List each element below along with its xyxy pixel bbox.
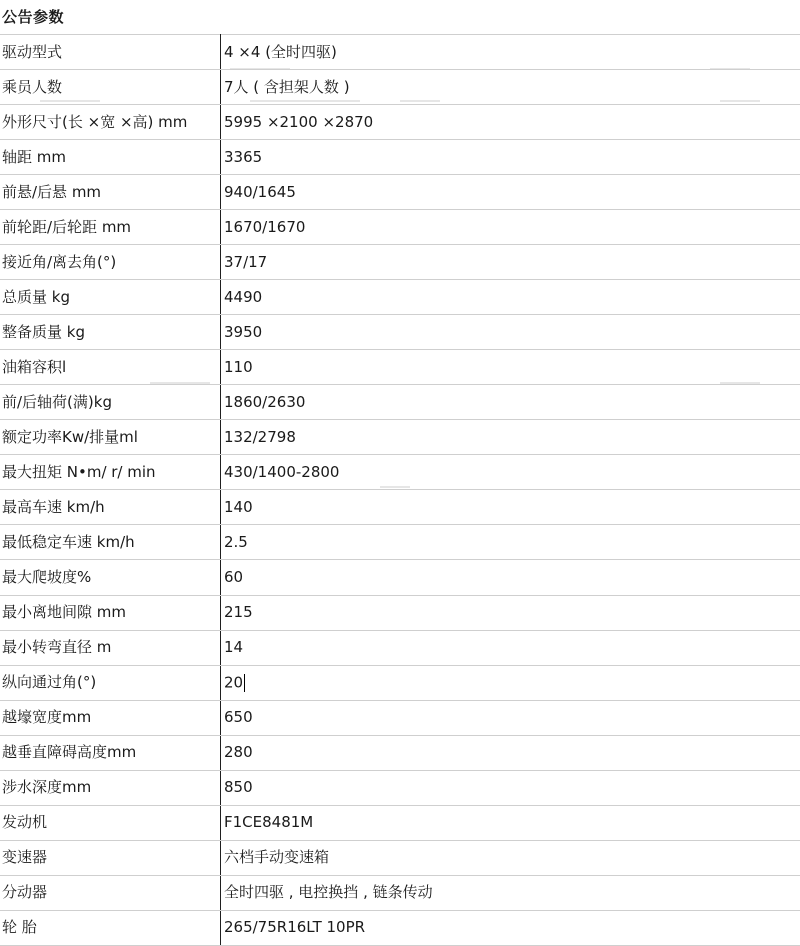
spec-value[interactable]: 132/2798: [221, 420, 800, 455]
spec-row: [0, 35, 800, 70]
spec-value[interactable]: 430/1400-2800: [221, 455, 800, 490]
spec-value[interactable]: 140: [221, 490, 800, 525]
spec-row: [0, 420, 800, 455]
spec-name: 轴距 mm: [0, 140, 221, 175]
spec-value[interactable]: 60: [221, 560, 800, 595]
spec-value[interactable]: 3950: [221, 315, 800, 350]
spec-row: [0, 805, 800, 840]
spec-name: 轮 胎: [0, 910, 221, 945]
spec-value[interactable]: F1CE8481M: [221, 805, 800, 840]
spec-value[interactable]: 14: [221, 630, 800, 665]
page-title: 公告参数: [2, 6, 64, 27]
spec-value[interactable]: 940/1645: [221, 175, 800, 210]
spec-name: 最小转弯直径 m: [0, 630, 221, 665]
spec-name: 前悬/后悬 mm: [0, 175, 221, 210]
spec-name: 越垂直障碍高度mm: [0, 735, 221, 770]
spec-row: [0, 630, 800, 665]
spec-name: 涉水深度mm: [0, 770, 221, 805]
spec-name: 整备质量 kg: [0, 315, 221, 350]
spec-name: 总质量 kg: [0, 280, 221, 315]
spec-value[interactable]: 3365: [221, 140, 800, 175]
spec-row: [0, 70, 800, 105]
spec-value[interactable]: 215: [221, 595, 800, 630]
spec-row: [0, 175, 800, 210]
spec-row: [0, 735, 800, 770]
spec-value[interactable]: 5995 ×2100 ×2870: [221, 105, 800, 140]
spec-row: [0, 245, 800, 280]
spec-value[interactable]: 4 ×4 (全时四驱): [221, 35, 800, 70]
spec-value[interactable]: 2.5: [221, 525, 800, 560]
spec-row: [0, 280, 800, 315]
spec-value[interactable]: 六档手动变速箱: [221, 840, 800, 875]
spec-name: 发动机: [0, 805, 221, 840]
spec-name: 最低稳定车速 km/h: [0, 525, 221, 560]
spec-value[interactable]: 7人 ( 含担架人数 ): [221, 70, 800, 105]
spec-value[interactable]: 650: [221, 700, 800, 735]
spec-name: 接近角/离去角(°): [0, 245, 221, 280]
spec-row: [0, 490, 800, 525]
spec-name: 额定功率Kw/排量ml: [0, 420, 221, 455]
spec-table: [0, 34, 800, 946]
spec-row: [0, 385, 800, 420]
spec-value[interactable]: 280: [221, 735, 800, 770]
spec-name: 最小离地间隙 mm: [0, 595, 221, 630]
spec-value[interactable]: 850: [221, 770, 800, 805]
spec-name: 油箱容积l: [0, 350, 221, 385]
spec-value[interactable]: 1670/1670: [221, 210, 800, 245]
spec-name: 前/后轴荷(满)kg: [0, 385, 221, 420]
spec-row: [0, 770, 800, 805]
spec-row: [0, 105, 800, 140]
spec-name: 乘员人数: [0, 70, 221, 105]
spec-row: [0, 910, 800, 945]
spec-value[interactable]: 265/75R16LT 10PR: [221, 910, 800, 945]
spec-name: 最大爬坡度%: [0, 560, 221, 595]
spec-row: [0, 140, 800, 175]
spec-row: [0, 875, 800, 910]
spec-value[interactable]: 37/17: [221, 245, 800, 280]
spec-row: [0, 210, 800, 245]
spec-name: 越壕宽度mm: [0, 700, 221, 735]
spec-row: [0, 700, 800, 735]
spec-name: 最大扭矩 N•m/ r/ min: [0, 455, 221, 490]
spec-name: 前轮距/后轮距 mm: [0, 210, 221, 245]
spec-row: [0, 455, 800, 490]
spec-name: 变速器: [0, 840, 221, 875]
spec-name: 外形尺寸(长 ×宽 ×高) mm: [0, 105, 221, 140]
spec-row: [0, 840, 800, 875]
spec-row: [0, 595, 800, 630]
spec-value[interactable]: 110: [221, 350, 800, 385]
spec-row: [0, 665, 800, 700]
spec-name: 分动器: [0, 875, 221, 910]
spec-name: 纵向通过角(°): [0, 665, 221, 700]
text-cursor: [244, 674, 245, 692]
spec-row: [0, 350, 800, 385]
spec-value[interactable]: 全时四驱 , 电控换挡 , 链条传动: [221, 875, 800, 910]
spec-row: [0, 315, 800, 350]
spec-name: 驱动型式: [0, 35, 221, 70]
spec-value[interactable]: 1860/2630: [221, 385, 800, 420]
spec-table-body: [0, 35, 800, 946]
spec-name: 最高车速 km/h: [0, 490, 221, 525]
spec-row: [0, 560, 800, 595]
spec-value[interactable]: 4490: [221, 280, 800, 315]
spec-value[interactable]: 20: [221, 665, 800, 700]
spec-row: [0, 525, 800, 560]
